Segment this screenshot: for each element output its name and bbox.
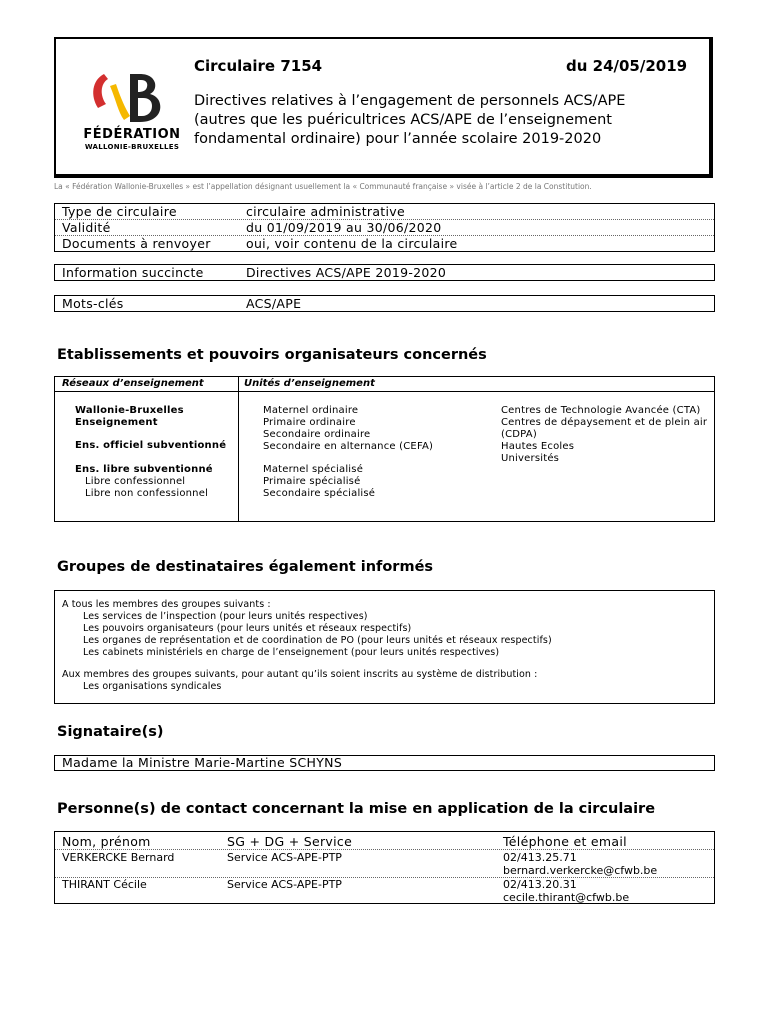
info-box-mots	[54, 295, 715, 312]
etablissements-heading: Etablissements et pouvoirs organisateurs concernés	[57, 347, 487, 363]
info-row-validite	[55, 220, 714, 236]
contacts-table	[54, 831, 715, 904]
unites-specialise-list	[263, 464, 375, 500]
unite-item: Maternel spécialisé	[263, 464, 364, 475]
reseau-subline: Libre non confessionnel	[85, 488, 209, 499]
column-divider	[238, 377, 239, 521]
succincte-label: Information succincte	[62, 265, 204, 280]
info-row-documents	[55, 236, 714, 251]
reseau-line: Ens. libre subventionné	[75, 464, 213, 475]
etablissements-table	[54, 376, 715, 522]
unites-autres-list	[501, 405, 707, 465]
validite-value: du 01/09/2019 au 30/06/2020	[246, 220, 442, 235]
contacts-col-phone: Téléphone et email	[503, 834, 627, 849]
row-divider	[55, 877, 714, 878]
contact-phone: 02/413.20.31	[503, 878, 577, 891]
unite-item: Centres de dépaysement et de plein air	[501, 417, 708, 428]
info-row-type	[55, 204, 714, 220]
documents-label: Documents à renvoyer	[62, 236, 211, 251]
groupe-item: Les organes de représentation et de coordination de PO (pour leurs unités et réseaux respectifs)	[83, 635, 552, 646]
contacts-heading: Personne(s) de contact concernant la mise en application de la circulaire	[57, 801, 656, 817]
contact-email[interactable]: cecile.thirant@cfwb.be	[503, 891, 630, 904]
circulaire-number: Circulaire 7154	[194, 57, 323, 75]
unite-item: Universités	[501, 453, 560, 464]
unite-item: Secondaire en alternance (CEFA)	[263, 441, 434, 452]
unite-item: Hautes Ecoles	[501, 441, 575, 452]
etablissements-header-row	[55, 377, 714, 392]
contact-name: VERKERCKE Bernard	[62, 851, 175, 864]
documents-value: oui, voir contenu de la circulaire	[246, 236, 458, 251]
logo-subtitle: WALLONIE-BRUXELLES	[84, 143, 180, 151]
title-line: fondamental ordinaire) pour l’année scolaire 2019-2020	[194, 131, 602, 147]
validite-label: Validité	[62, 220, 111, 235]
contacts-col-name: Nom, prénom	[62, 834, 151, 849]
reseaux-header: Réseaux d’enseignement	[62, 378, 204, 389]
contact-name: THIRANT Cécile	[62, 878, 147, 891]
title-line: (autres que les puéricultrices ACS/APE de l’enseignement	[194, 112, 612, 128]
contact-email[interactable]: bernard.verkercke@cfwb.be	[503, 864, 658, 877]
info-box-succincte	[54, 264, 715, 281]
reseau-wallonie-bruxelles	[75, 405, 184, 429]
circulaire-title	[194, 92, 694, 149]
reseau-officiel: Ens. officiel subventionné	[75, 440, 227, 451]
reseau-subline: Libre confessionnel	[85, 476, 186, 487]
mots-label: Mots-clés	[62, 296, 124, 311]
row-divider	[55, 849, 714, 850]
groupes-heading: Groupes de destinataires également informés	[57, 559, 434, 575]
unite-item: Primaire spécialisé	[263, 476, 361, 487]
groupe-item: Les cabinets ministériels en charge de l’enseignement (pour leurs unités respectives)	[83, 647, 500, 658]
reseau-libre	[75, 464, 213, 500]
contact-phone: 02/413.25.71	[503, 851, 577, 864]
groupes-intro: Aux membres des groupes suivants, pour autant qu’ils soient inscrits au système de distribution :	[62, 669, 538, 680]
groupe-item: Les pouvoirs organisateurs (pour leurs unités et réseaux respectifs)	[83, 623, 412, 634]
info-box-general	[54, 203, 715, 252]
info-row-succincte	[55, 265, 714, 280]
groupes-intro: A tous les membres des groupes suivants :	[62, 599, 271, 610]
contact-service: Service ACS-APE-PTP	[227, 878, 342, 891]
constitution-note: La « Fédération Wallonie-Bruxelles » est l’appellation désignant usuellement la « Communauté française » visée à l’article 2 de la Constitution.	[54, 182, 592, 191]
signataire-heading: Signataire(s)	[57, 724, 164, 740]
unite-item: Primaire ordinaire	[263, 417, 356, 428]
signataire-name: Madame la Ministre Marie-Martine SCHYNS	[62, 755, 343, 770]
contacts-col-service: SG + DG + Service	[227, 834, 353, 849]
groupes-box	[54, 590, 715, 704]
signataire-box	[54, 755, 715, 771]
unites-header: Unités d’enseignement	[244, 378, 375, 389]
unite-item: Secondaire ordinaire	[263, 429, 371, 440]
title-line: Directives relatives à l’engagement de personnels ACS/APE	[194, 93, 626, 109]
reseau-line: Wallonie-Bruxelles	[75, 405, 184, 416]
succincte-value: Directives ACS/APE 2019-2020	[246, 265, 447, 280]
unite-item: Maternel ordinaire	[263, 405, 359, 416]
unite-item: (CDPA)	[501, 429, 537, 440]
mots-value: ACS/APE	[246, 296, 302, 311]
reseau-line: Enseignement	[75, 417, 158, 428]
type-value: circulaire administrative	[246, 204, 405, 219]
unite-item: Centres de Technologie Avancée (CTA)	[501, 405, 701, 416]
groupe-item: Les organisations syndicales	[83, 681, 222, 692]
groupe-item: Les services de l’inspection (pour leurs unités respectives)	[83, 611, 368, 622]
type-label: Type de circulaire	[62, 204, 177, 219]
unite-item: Secondaire spécialisé	[263, 488, 376, 499]
contact-service: Service ACS-APE-PTP	[227, 851, 342, 864]
info-row-mots	[55, 296, 714, 311]
unites-ordinaire-list	[263, 405, 433, 453]
logo-title: FÉDÉRATION	[83, 127, 181, 142]
circulaire-date: du 24/05/2019	[566, 57, 688, 75]
